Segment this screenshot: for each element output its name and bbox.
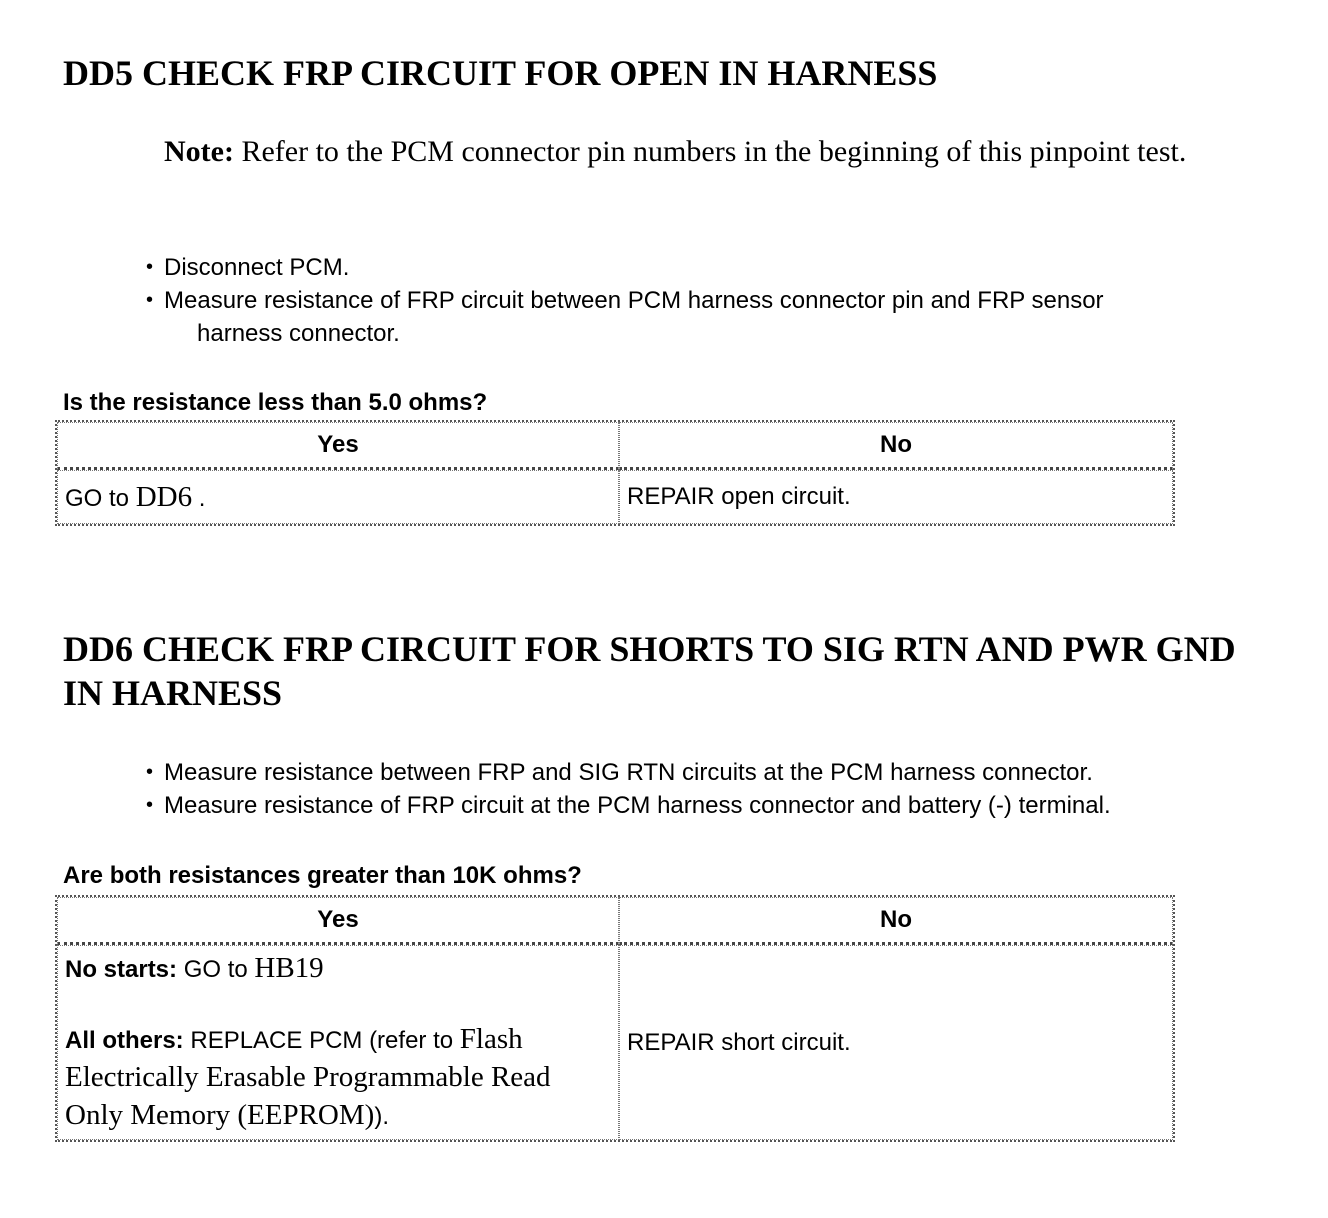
table-row [57,470,1173,524]
dd5-question: Is the resistance less than 5.0 ohms? [63,389,488,416]
bullet-text: Measure resistance of FRP circuit between PCM harness connector pin and FRP sensor [164,287,1104,314]
table-header-row [57,422,1173,470]
dd6-bullet-list [146,756,1316,822]
no-cell: REPAIR short circuit. [619,945,1173,1140]
all-others-prefix: REPLACE PCM (refer to [183,1027,460,1054]
bullet-text: Measure resistance between FRP and SIG RTN circuits at the PCM harness connector. [164,759,1093,786]
bullet-text: Disconnect PCM. [164,254,350,281]
dd6-result-table [55,895,1175,1142]
note-text: Refer to the PCM connector pin numbers in the beginning of this pinpoint test. [233,135,1187,168]
yes-prefix: GO to [65,484,136,512]
bullet-text-continuation: harness connector. [197,320,400,347]
table-header-row [57,897,1173,945]
bullet-icon: • [146,794,154,816]
all-others-label: All others: [65,1027,184,1054]
dd6-question: Are both resistances greater than 10K ohms? [63,862,582,889]
no-starts-label: No starts: [65,956,178,983]
list-item [146,789,1316,822]
bullet-text: Measure resistance of FRP circuit at the PCM harness connector and battery (-) terminal. [164,792,1111,819]
note-label: Note: [164,135,234,168]
dd6-link[interactable]: DD6 [135,480,193,513]
yes-header: Yes [57,897,619,945]
dd5-bullet-list [146,251,1286,350]
table-row [57,945,1173,1140]
no-starts-line [65,950,611,988]
all-others-suffix: ). [374,1103,389,1130]
dd5-note [164,133,1264,171]
dd5-result-table [55,420,1175,526]
no-cell: REPAIR open circuit. [619,470,1173,524]
all-others-line [65,1021,611,1135]
yes-cell [57,945,619,1140]
hb19-link[interactable]: HB19 [254,952,324,984]
no-starts-prefix: GO to [177,956,255,983]
eeprom-link[interactable]: Flash Electrically Erasable Programmable Read Only Memory (EEPROM) [65,1023,551,1131]
no-header: No [619,897,1173,945]
bullet-icon: • [146,761,154,783]
list-item [146,284,1286,350]
dd6-heading: DD6 CHECK FRP CIRCUIT FOR SHORTS TO SIG RTN AND PWR GND IN HARNESS [63,629,1236,713]
list-item [146,756,1316,789]
dd5-heading: DD5 CHECK FRP CIRCUIT FOR OPEN IN HARNESS [63,53,938,93]
yes-header: Yes [57,422,619,470]
yes-cell [57,470,619,524]
no-header: No [619,422,1173,470]
bullet-icon: • [146,289,154,311]
yes-suffix: . [192,484,206,512]
bullet-icon: • [146,256,154,278]
list-item [146,251,1286,284]
